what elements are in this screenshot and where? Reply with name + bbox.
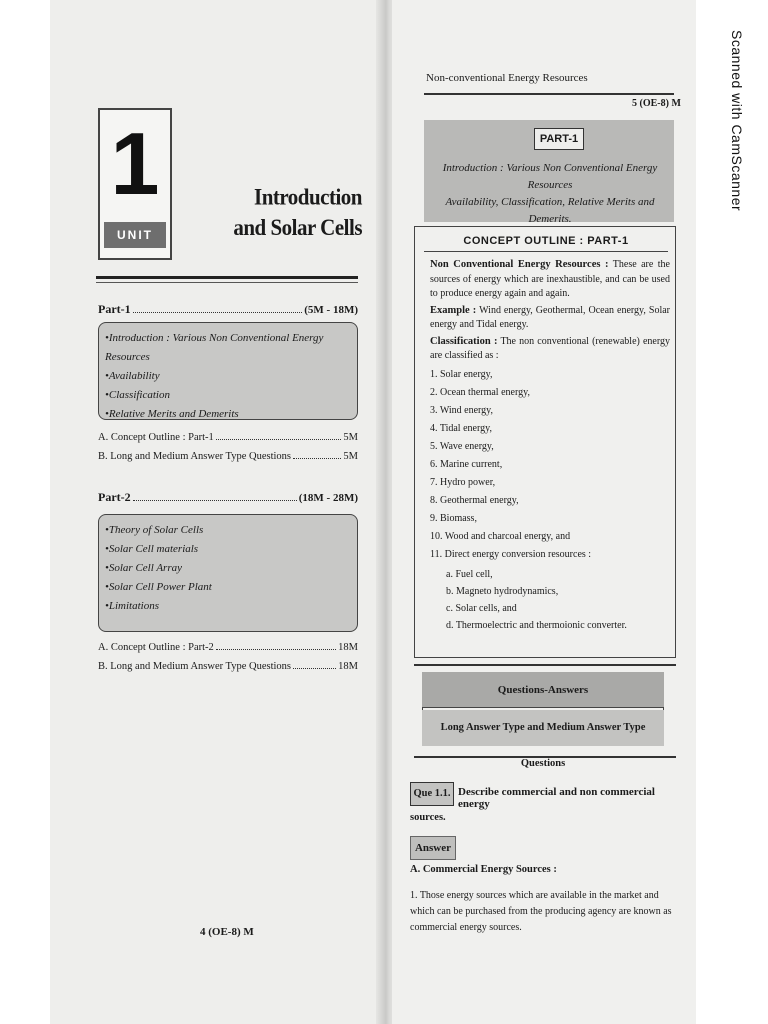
list-item: 9. Biomass, <box>430 512 477 524</box>
part1-marks: (5M - 18M) <box>304 304 358 316</box>
toc-text: A. Concept Outline : Part-2 <box>98 642 214 653</box>
part2-topic: •Solar Cell Power Plant <box>105 581 212 593</box>
section-rule <box>414 664 676 666</box>
qa-subtitle: Long Answer Type and Medium Answer Type Questions <box>422 710 664 746</box>
chapter-title-line2: and Solar Cells <box>233 214 362 241</box>
sublist-item: c. Solar cells, and <box>446 602 517 614</box>
part1-topic: •Introduction : Various Non Conventional Energy Resources <box>105 332 324 363</box>
toc-text: B. Long and Medium Answer Type Questions <box>98 661 292 672</box>
toc-marks: 5M <box>343 432 358 443</box>
qa-title: Questions-Answers <box>422 672 664 708</box>
right-page-number: 5 (OE-8) M <box>632 98 681 109</box>
part1-topic: •Classification <box>105 389 170 401</box>
chapter-title-line1: Introduction <box>254 183 362 210</box>
scanner-watermark <box>707 0 767 1024</box>
leader-dots <box>133 305 303 313</box>
question-tag: Que 1.1. <box>410 782 454 806</box>
unit-number: 1 <box>110 114 160 213</box>
running-head: Non-conventional Energy Resources <box>426 72 588 84</box>
unit-label: UNIT <box>104 222 166 248</box>
part1-heading <box>98 302 358 317</box>
classification: Classification : The non conventional (renewable) energy are classified as : <box>430 335 671 361</box>
leader-dots <box>216 432 342 440</box>
section-rule <box>414 756 676 758</box>
energy-sublist <box>430 566 670 634</box>
concept-heading: CONCEPT OUTLINE : PART-1 <box>424 230 668 252</box>
question-text: Describe commercial and non commercial energy <box>458 786 655 810</box>
list-item: 1. Solar energy, <box>430 368 493 380</box>
part-tag: PART-1 <box>534 128 584 150</box>
list-item: 5. Wave energy, <box>430 440 494 452</box>
toc-line <box>98 642 358 653</box>
toc-text: A. Concept Outline : Part-1 <box>98 432 214 443</box>
watermark-text: Scanned with CamScanner <box>729 30 745 212</box>
sublist-item: d. Thermoelectric and thermoionic converter. <box>446 619 627 631</box>
list-item: 7. Hydro power, <box>430 476 496 488</box>
list-item: 2. Ocean thermal energy, <box>430 386 530 398</box>
chapter-title <box>232 181 362 243</box>
part2-marks: (18M - 28M) <box>298 492 358 504</box>
sublist-item: a. Fuel cell, <box>446 568 493 580</box>
part2-topics <box>98 514 358 632</box>
answer-tag: Answer <box>410 836 456 860</box>
unit-box <box>98 108 172 260</box>
leader-dots <box>293 661 336 669</box>
list-item: 6. Marine current, <box>430 458 503 470</box>
toc-line <box>98 451 358 462</box>
list-item: 11. Direct energy conversion resources : <box>430 548 592 560</box>
sublist-item: b. Magneto hydrodynamics, <box>446 585 559 597</box>
toc-marks: 18M <box>338 661 358 672</box>
toc-line <box>98 661 358 672</box>
toc-text: B. Long and Medium Answer Type Questions <box>98 451 292 462</box>
definition: Non Conventional Energy Resources : These are the sources of energy which are inexhaustible, and can be used to produce energy again and again. <box>430 259 670 299</box>
toc-line <box>98 432 358 443</box>
part1-topics <box>98 322 358 420</box>
question-text-cont: sources. <box>410 812 446 823</box>
concept-body <box>430 258 670 634</box>
part1-label: Part-1 <box>98 302 131 316</box>
part-description <box>434 160 666 228</box>
list-item: 8. Geothermal energy, <box>430 494 519 506</box>
part2-heading <box>98 490 358 505</box>
part2-label: Part-2 <box>98 490 131 504</box>
header-rule <box>424 93 674 95</box>
toc-marks: 5M <box>343 451 358 462</box>
part2-topic: •Theory of Solar Cells <box>105 524 204 536</box>
part2-topic: •Solar Cell materials <box>105 543 199 555</box>
leader-dots <box>133 493 297 501</box>
part-desc-line: Introduction : Various Non Conventional Energy Resources <box>442 162 658 191</box>
part2-topic: •Limitations <box>105 600 159 612</box>
toc-marks: 18M <box>338 642 358 653</box>
part2-topic: •Solar Cell Array <box>105 562 182 574</box>
list-item: 3. Wind energy, <box>430 404 494 416</box>
list-item: 10. Wood and charcoal energy, and <box>430 530 571 542</box>
list-item: 4. Tidal energy, <box>430 422 492 434</box>
left-page-number: 4 (OE-8) M <box>200 926 254 938</box>
part-desc-line: Availability, Classification, Relative Merits and Demerits. <box>445 196 655 225</box>
title-rule-thin <box>96 282 358 283</box>
leader-dots <box>293 451 341 459</box>
leader-dots <box>216 642 336 650</box>
example: Example : Wind energy, Geothermal, Ocean energy, Solar energy and Tidal energy. <box>430 304 671 330</box>
energy-list <box>430 366 670 564</box>
part1-topic: •Availability <box>105 370 160 382</box>
answer-heading: A. Commercial Energy Sources : <box>410 864 557 875</box>
answer-point: 1. Those energy sources which are available in the market and which can be purchased from the producing agency are known as commercial energy sources. <box>410 890 672 933</box>
part1-topic: •Relative Merits and Demerits <box>105 408 239 420</box>
title-rule <box>96 276 358 279</box>
